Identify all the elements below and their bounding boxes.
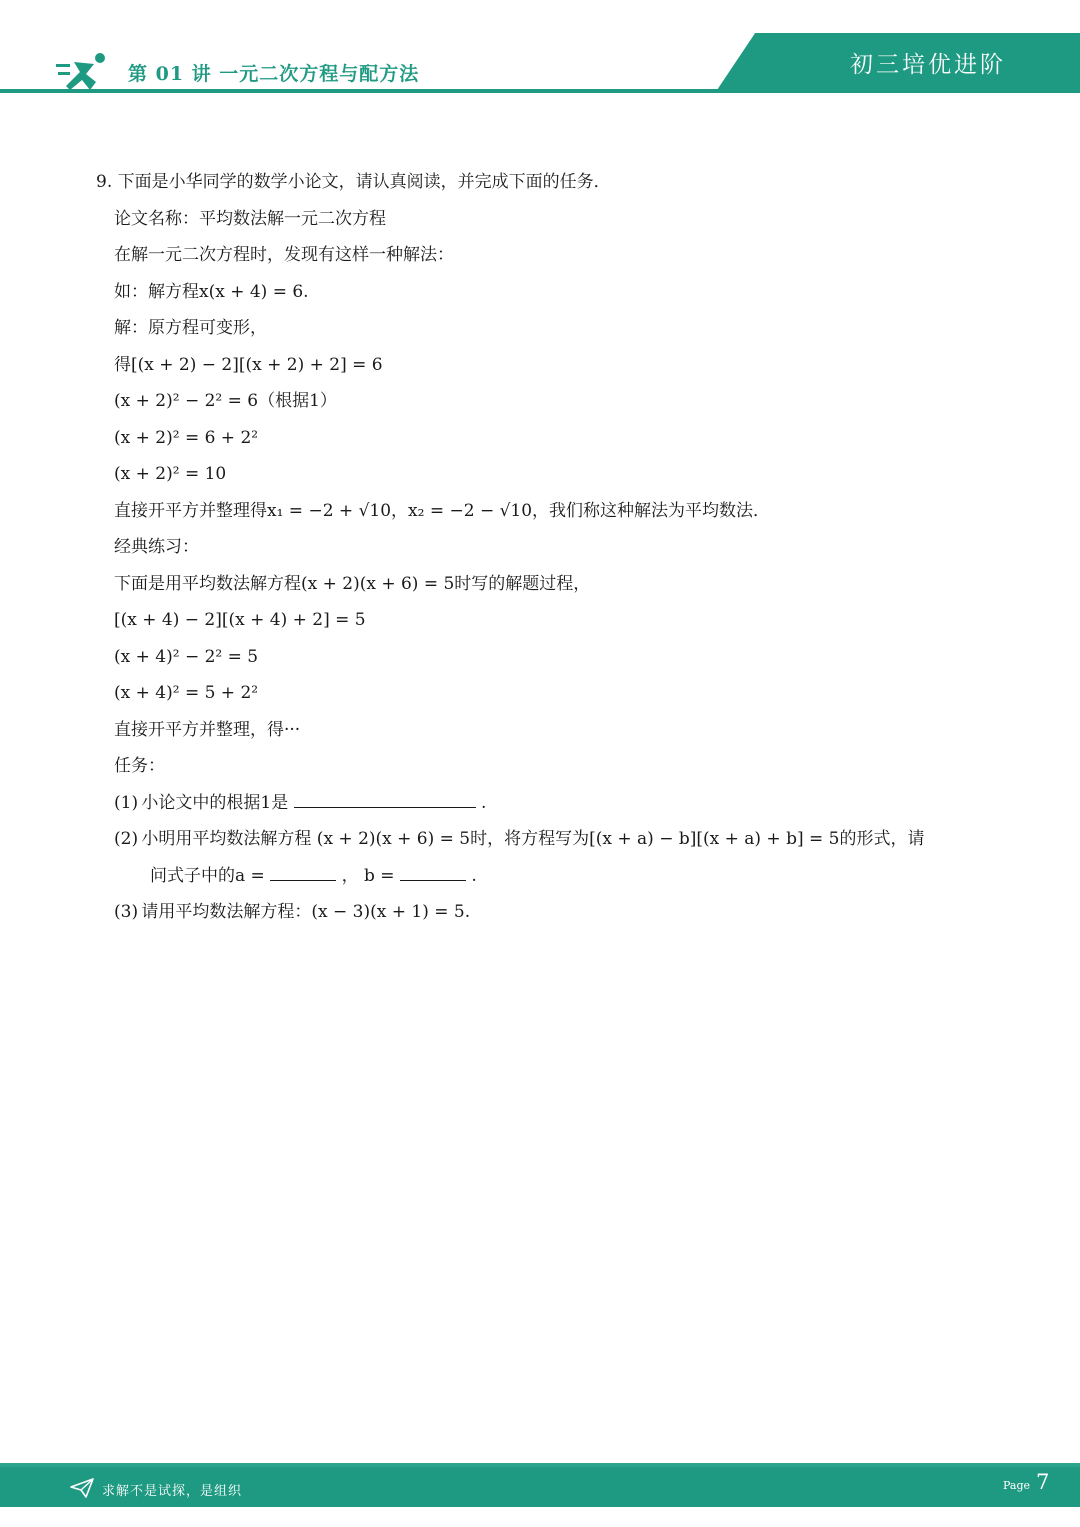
task-2-comma: ，	[341, 865, 359, 886]
task-3-number: (3)	[114, 902, 139, 922]
course-label: 初三培优进阶	[850, 52, 1006, 78]
page-number: 7	[1036, 1470, 1050, 1494]
runner-icon	[56, 52, 110, 92]
lecture-title: 第 01 讲 一元二次方程与配方法	[128, 63, 420, 85]
task-3-text: 请用平均数法解方程：(x − 3)(x + 1) = 5.	[141, 902, 471, 922]
solution-step: (x + 2)² = 6 + 2²	[114, 427, 259, 448]
task-2-a-label: 问式子中的a =	[150, 865, 265, 886]
page-label: Page	[1003, 1479, 1031, 1492]
footer-rule	[0, 1463, 1080, 1467]
practice-step: [(x + 4) − 2][(x + 4) + 2] = 5	[114, 610, 366, 630]
solution-step: (x + 2)² − 2² = 6（根据1）	[114, 391, 337, 411]
practice-step: 直接开平方并整理，得···	[114, 719, 301, 740]
problem-intro: 9. 下面是小华同学的数学小论文，请认真阅读，并完成下面的任务．	[96, 172, 611, 192]
task-2-number: (2)	[114, 829, 139, 849]
paper-plane-icon	[70, 1478, 94, 1498]
paper-title: 论文名称：平均数法解一元二次方程	[114, 208, 386, 229]
task-2-period: .	[471, 865, 477, 886]
solution-step: (x + 2)² = 10	[114, 464, 227, 484]
practice-step: (x + 4)² = 5 + 2²	[114, 683, 259, 703]
practice-intro: 下面是用平均数法解方程(x + 2)(x + 6) = 5时写的解题过程，	[114, 573, 591, 594]
solution-line: 解：原方程可变形，	[114, 318, 267, 338]
task-1-text: 小论文中的根据1是	[141, 792, 289, 813]
paper-line: 在解一元二次方程时，发现有这样一种解法：	[114, 245, 454, 265]
task-1	[96, 789, 1026, 826]
task-2-text: 小明用平均数法解方程 (x + 2)(x + 6) = 5时，将方程写为[(x + a) − b][(x + a) + b] = 5的形式，请	[141, 829, 925, 849]
answer-blank-1[interactable]	[294, 789, 476, 808]
answer-blank-b[interactable]	[400, 862, 466, 881]
task-3	[96, 898, 1026, 935]
task-heading: 任务：	[114, 756, 165, 776]
task-2-continued	[96, 862, 1026, 899]
example-equation: 如：解方程x(x + 4) = 6.	[114, 281, 309, 302]
solution-result: 直接开平方并整理得x₁ = −2 + √10，x₂ = −2 − √10，我们称这种解法为平均数法．	[114, 500, 771, 521]
task-1-number: (1)	[114, 792, 139, 813]
answer-blank-a[interactable]	[270, 862, 336, 881]
practice-heading: 经典练习：	[114, 537, 199, 557]
practice-step: (x + 4)² − 2² = 5	[114, 646, 259, 667]
problem-body	[96, 168, 1026, 935]
footer-motto: 求解不是试探，是组织	[102, 1484, 243, 1499]
task-2-b-label: b =	[364, 865, 395, 886]
task-2	[96, 825, 1026, 862]
solution-step: 得[(x + 2) − 2][(x + 2) + 2] = 6	[114, 354, 383, 375]
page-header	[0, 0, 1080, 100]
task-1-period: .	[481, 792, 487, 813]
